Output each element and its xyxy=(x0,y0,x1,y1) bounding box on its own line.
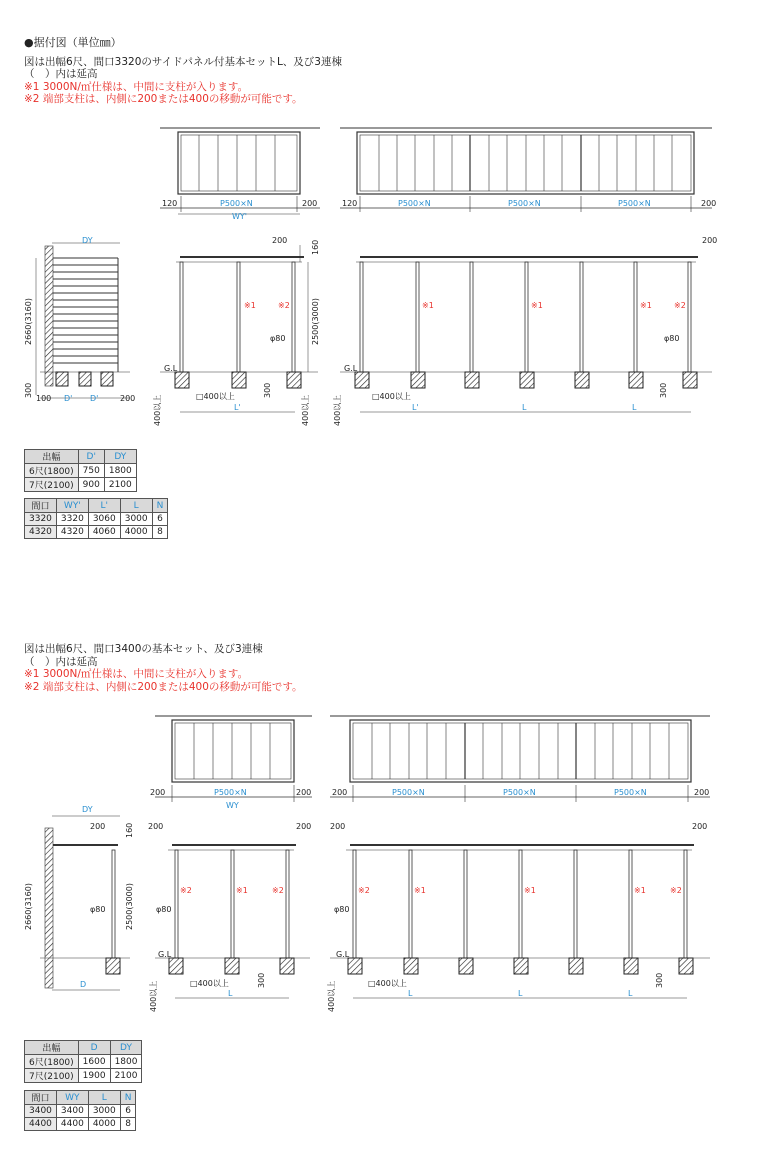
s1-tb-h0: 間口 xyxy=(25,499,57,513)
s2-m1d: ※1 xyxy=(634,886,646,895)
section1-note2: ※2 端部支柱は、内側に200または400の移動が可能です。 xyxy=(24,93,303,105)
s1-ta-r1c0: 7尺(2100) xyxy=(25,478,79,492)
s2-tb-h0: 間口 xyxy=(25,1091,57,1105)
s2-tb-r0c0: 3400 xyxy=(25,1105,57,1118)
s2-dim-p500d: P500×N xyxy=(614,788,647,797)
s1-dim-100: 100 xyxy=(36,394,52,403)
s2-tb-r1c2: 4000 xyxy=(88,1118,120,1131)
s1-m1a: ※1 xyxy=(244,301,256,310)
s2-dim-200e: 200 xyxy=(90,822,106,831)
s1-m1c: ※1 xyxy=(531,301,543,310)
s2-front-large-footing-1 xyxy=(348,958,362,974)
s1-dim-p500b: P500×N xyxy=(398,199,431,208)
s2-dim-p500b: P500×N xyxy=(392,788,425,797)
s2-dim-h2660: 2660(3160) xyxy=(24,883,33,930)
s1-tb-r1c3: 4000 xyxy=(120,526,152,539)
section1-note1: ※1 3000N/㎡仕様は、中間に支柱が入ります。 xyxy=(24,80,249,93)
s2-front-large-footing-5 xyxy=(569,958,583,974)
s2-front-small-footing-3 xyxy=(280,958,294,974)
s2-dim-p500a: P500×N xyxy=(214,788,247,797)
s1-ta-r0c1: 750 xyxy=(78,464,104,478)
s1-lc: L xyxy=(632,403,637,412)
s1-front-large-footing-5 xyxy=(575,372,589,388)
s2-dim-200i: 200 xyxy=(692,822,708,831)
s2-d400a: 400以上 xyxy=(149,980,158,1012)
s2-lc: L xyxy=(518,989,523,998)
s2-ta-r0c2: 1800 xyxy=(110,1055,142,1069)
s1-dim-wy1: WY' xyxy=(232,212,247,221)
s1-dim-300a: 300 xyxy=(24,382,33,398)
s1-front-large-footing-6 xyxy=(629,372,643,388)
s2-dim-300a: 300 xyxy=(257,972,266,988)
s2-m2d: ※2 xyxy=(670,886,682,895)
s1-ta-r1c2: 2100 xyxy=(104,478,136,492)
s1-front-large-footing-2 xyxy=(411,372,425,388)
s1-m2a: ※2 xyxy=(278,301,290,310)
s1-l1a: L' xyxy=(234,403,241,412)
s2-front-large-footing-2 xyxy=(404,958,418,974)
s2-dim-200f: 200 xyxy=(148,822,164,831)
s2-ta-r0c1: 1600 xyxy=(78,1055,110,1069)
s1-dim-p500d: P500×N xyxy=(618,199,651,208)
s1-tb-r1c1: 4320 xyxy=(56,526,88,539)
section2-note1: ※1 3000N/㎡仕様は、中間に支柱が入ります。 xyxy=(24,668,249,680)
s2-dim-200g: 200 xyxy=(296,822,312,831)
s1-tb-r1c4: 8 xyxy=(152,526,168,539)
s2-ta-r1c2: 2100 xyxy=(110,1069,142,1083)
s1-table-width xyxy=(24,498,168,539)
s2-m2b: ※2 xyxy=(272,886,284,895)
s2-gla: G.L xyxy=(158,950,172,959)
s2-dim-200b: 200 xyxy=(296,788,312,797)
s1-lb: L xyxy=(522,403,527,412)
s2-glb: G.L xyxy=(336,950,350,959)
s2-tb-r0c1: 3400 xyxy=(56,1105,88,1118)
section2-caption: 図は出幅6尺、間口3400の基本セット、及び3連棟 xyxy=(24,643,263,655)
s1-phi80a: φ80 xyxy=(270,334,286,343)
s1-d400c: 400以上 xyxy=(333,394,342,426)
s1-dim-120b: 120 xyxy=(342,199,358,208)
s2-dim-200h: 200 xyxy=(330,822,346,831)
s2-dim-p500c: P500×N xyxy=(503,788,536,797)
s1-front-large-footing-1 xyxy=(355,372,369,388)
s2-sq400a: □400以上 xyxy=(190,979,229,988)
s2-front-large-footing-4 xyxy=(514,958,528,974)
s2-tb-h2: L xyxy=(88,1091,120,1105)
s2-ta-h1: D xyxy=(78,1041,110,1055)
s2-m2c: ※2 xyxy=(358,886,370,895)
s2-dim-200d: 200 xyxy=(694,788,710,797)
s1-tb-r1c0: 4320 xyxy=(25,526,57,539)
s2-front-small xyxy=(155,845,310,998)
s1-tb-r0c3: 3000 xyxy=(120,513,152,526)
s1-ta-r0c2: 1800 xyxy=(104,464,136,478)
s1-front-small-footing-2 xyxy=(232,372,246,388)
s2-la: L xyxy=(228,989,233,998)
s2-ta-r0c0: 6尺(1800) xyxy=(25,1055,79,1069)
s2-dim-200c: 200 xyxy=(332,788,348,797)
s2-ta-r1c0: 7尺(2100) xyxy=(25,1069,79,1083)
s1-tb-r1c2: 4060 xyxy=(88,526,120,539)
s2-table-width xyxy=(24,1090,136,1131)
s2-tb-r1c1: 4400 xyxy=(56,1118,88,1131)
s1-dim-160a: 160 xyxy=(311,239,320,255)
s2-sq400b: □400以上 xyxy=(368,979,407,988)
s1-dim-h2660: 2660(3160) xyxy=(24,298,33,345)
s2-d400b: 400以上 xyxy=(327,980,336,1012)
s1-phi80b: φ80 xyxy=(664,334,680,343)
s1-front-large-footing-7 xyxy=(683,372,697,388)
s1-dim-200d: 200 xyxy=(272,236,288,245)
s2-ta-h0: 出幅 xyxy=(25,1041,79,1055)
s2-front-large-footing-7 xyxy=(679,958,693,974)
s1-dim-d1b: D' xyxy=(90,394,99,403)
s2-dim-dy: DY xyxy=(82,805,93,814)
s1-d400b: 400以上 xyxy=(301,394,310,426)
s1-dim-300c: 300 xyxy=(659,382,668,398)
s1-dim-dy: DY xyxy=(82,236,93,245)
s1-tb-h2: L' xyxy=(88,499,120,513)
s2-dim-wy: WY xyxy=(226,801,239,810)
s1-tb-r0c2: 3060 xyxy=(88,513,120,526)
s1-m2b: ※2 xyxy=(674,301,686,310)
s1-gla: G.L xyxy=(164,364,178,373)
s2-dim-160a: 160 xyxy=(125,822,134,838)
s1-front-small-footing-1 xyxy=(175,372,189,388)
s1-dim-p500c: P500×N xyxy=(508,199,541,208)
s1-d400a: 400以上 xyxy=(153,394,162,426)
s1-tb-r0c1: 3320 xyxy=(56,513,88,526)
s1-ta-h1: D' xyxy=(78,450,104,464)
s2-m1b: ※1 xyxy=(414,886,426,895)
s2-m1a: ※1 xyxy=(236,886,248,895)
section1-note-paren: （ ）内は延高 xyxy=(24,68,98,80)
s2-tb-h1: WY xyxy=(56,1091,88,1105)
s1-front-large-footing-3 xyxy=(465,372,479,388)
s1-dim-h2500a: 2500(3000) xyxy=(311,298,320,345)
s1-dim-200b: 200 xyxy=(701,199,717,208)
s1-dim-200c: 200 xyxy=(120,394,136,403)
section2-note2: ※2 端部支柱は、内側に200または400の移動が可能です。 xyxy=(24,680,303,693)
s1-front-large-footing-4 xyxy=(520,372,534,388)
s1-m1d: ※1 xyxy=(640,301,652,310)
section1-heading: ●据付図（単位㎜） xyxy=(24,36,122,49)
s1-m1b: ※1 xyxy=(422,301,434,310)
s1-side-footing-1 xyxy=(56,372,68,386)
s1-tb-h1: WY' xyxy=(56,499,88,513)
s1-l1b: L' xyxy=(412,403,419,412)
s2-phi80b: φ80 xyxy=(156,905,172,914)
s2-ta-h2: DY xyxy=(110,1041,142,1055)
s1-dim-200e: 200 xyxy=(702,236,718,245)
s2-dim-300b: 300 xyxy=(655,972,664,988)
s2-tb-r0c2: 3000 xyxy=(88,1105,120,1118)
s2-dim-200a: 200 xyxy=(150,788,166,797)
s1-front-small-footing-3 xyxy=(287,372,301,388)
s1-side-footing-2 xyxy=(79,372,91,386)
s1-ta-r1c1: 900 xyxy=(78,478,104,492)
s2-dim-h2500a: 2500(3000) xyxy=(125,883,134,930)
s1-ta-r0c0: 6尺(1800) xyxy=(25,464,79,478)
s2-m2a: ※2 xyxy=(180,886,192,895)
section1-caption: 図は出幅6尺、間口3320のサイドパネル付基本セットL、及び3連棟 xyxy=(24,55,342,68)
s2-tb-r0c3: 6 xyxy=(120,1105,136,1118)
s2-tb-r1c0: 4400 xyxy=(25,1118,57,1131)
s2-phi80a: φ80 xyxy=(90,905,106,914)
s2-front-small-footing-2 xyxy=(225,958,239,974)
s1-tb-h3: L xyxy=(120,499,152,513)
s1-sq400a: □400以上 xyxy=(196,392,235,401)
s1-tb-h4: N xyxy=(152,499,168,513)
s1-glb: G.L xyxy=(344,364,358,373)
s1-tb-r0c0: 3320 xyxy=(25,513,57,526)
s2-ld: L xyxy=(628,989,633,998)
section2-note-paren: （ ）内は延高 xyxy=(24,655,98,668)
s1-ta-h0: 出幅 xyxy=(25,450,79,464)
s1-dim-120a: 120 xyxy=(162,199,178,208)
s1-table-depth xyxy=(24,449,137,492)
s2-tb-h3: N xyxy=(120,1091,136,1105)
s2-tb-r1c3: 8 xyxy=(120,1118,136,1131)
s1-dim-200a: 200 xyxy=(302,199,318,208)
s1-dim-300b: 300 xyxy=(263,382,272,398)
s1-tb-r0c4: 6 xyxy=(152,513,168,526)
s1-dim-p500a: P500×N xyxy=(220,199,253,208)
s2-front-large xyxy=(330,845,710,998)
s2-m1c: ※1 xyxy=(524,886,536,895)
s2-ta-r1c1: 1900 xyxy=(78,1069,110,1083)
s2-front-large-footing-3 xyxy=(459,958,473,974)
s2-front-large-footing-6 xyxy=(624,958,638,974)
s2-phi80c: φ80 xyxy=(334,905,350,914)
s2-lb: L xyxy=(408,989,413,998)
s1-front-large xyxy=(340,257,712,412)
s2-dim-d: D xyxy=(80,980,87,989)
s1-dim-d1a: D' xyxy=(64,394,73,403)
s2-table-depth xyxy=(24,1040,142,1083)
s1-side-footing-3 xyxy=(101,372,113,386)
s1-ta-h2: DY xyxy=(104,450,136,464)
s2-side-footing xyxy=(106,958,120,974)
s2-front-small-footing-1 xyxy=(169,958,183,974)
s1-sq400b: □400以上 xyxy=(372,392,411,401)
